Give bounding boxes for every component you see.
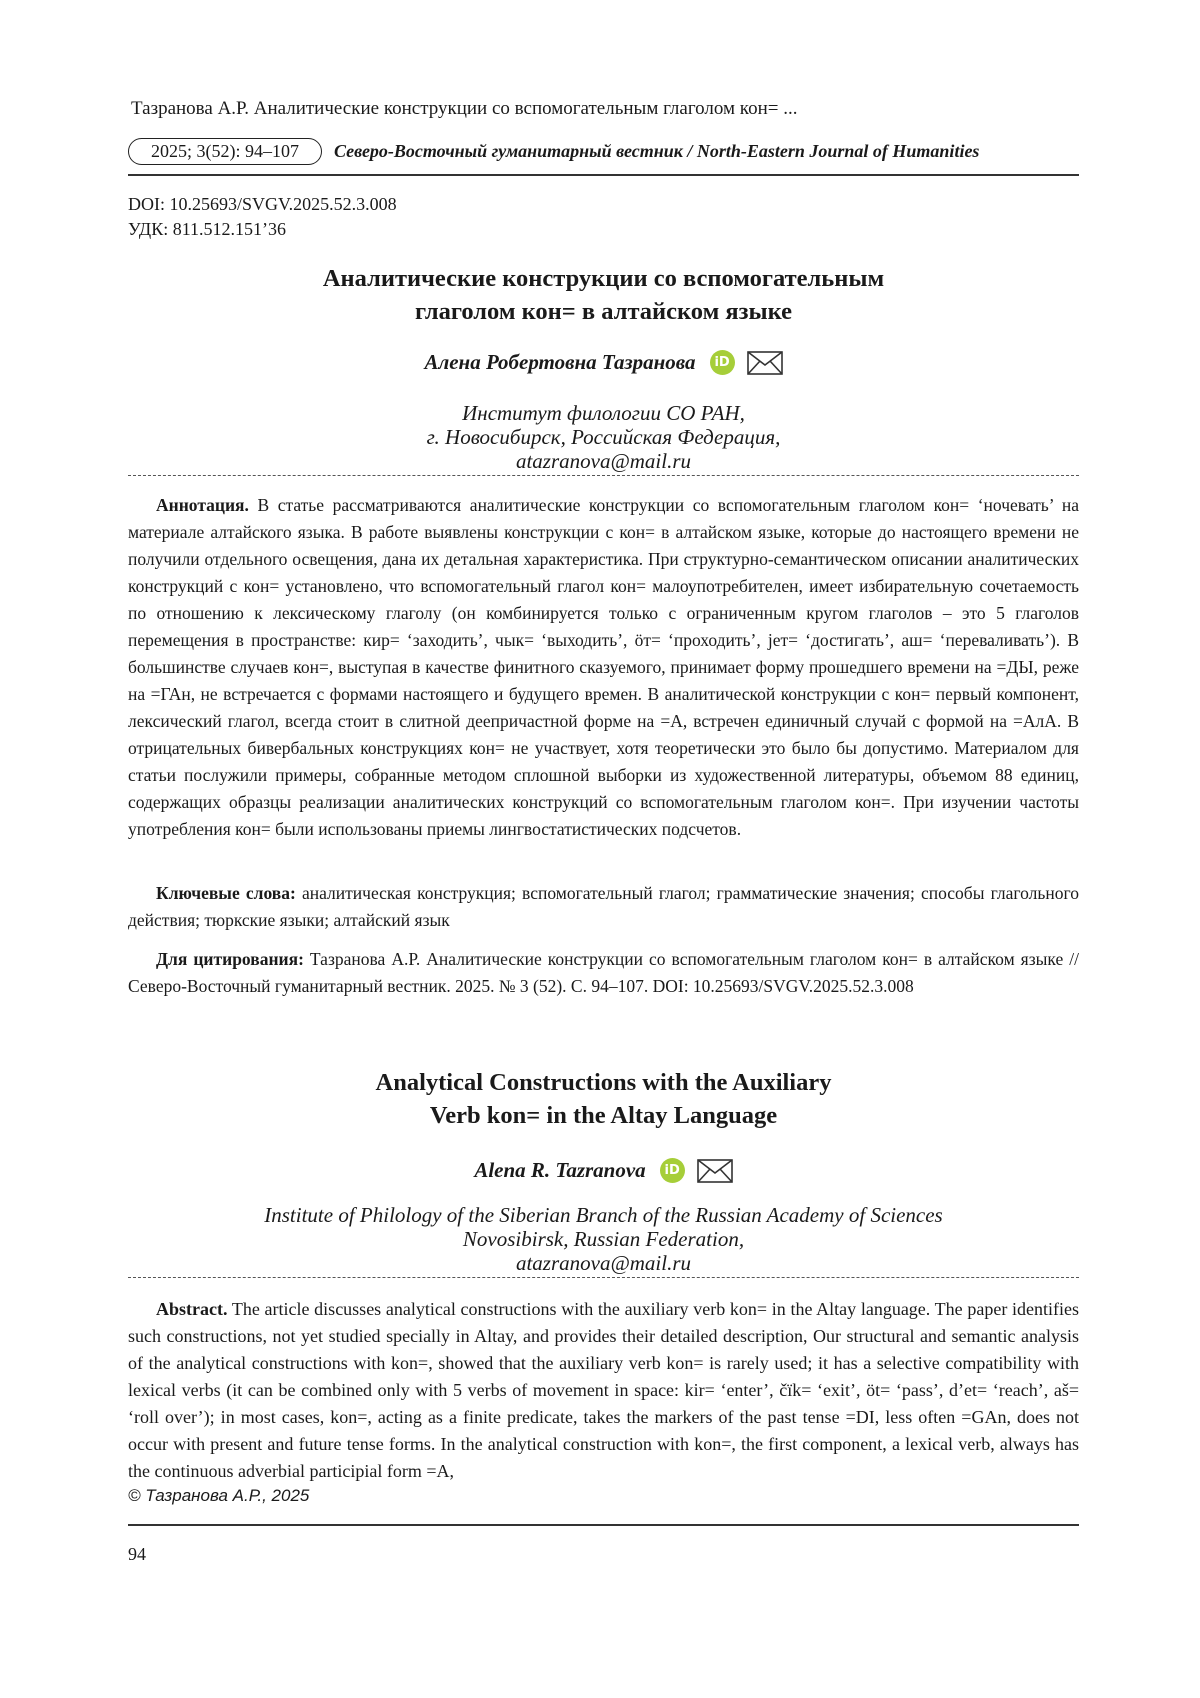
title-ru (128, 262, 1079, 328)
footer-rule (128, 1524, 1079, 1526)
email-en[interactable]: atazranova@mail.ru (515, 1251, 692, 1275)
doi-line[interactable]: DOI: 10.25693/SVGV.2025.52.3.008 (128, 194, 397, 214)
abstract-ru-label: Аннотация. (156, 495, 249, 515)
title-en-line1: Analytical Constructions with the Auxiliary (375, 1069, 832, 1096)
orcid-icon[interactable]: iD (710, 350, 735, 375)
abstract-ru-text: В статье рассматриваются аналитические конструкции со вспомогательным глаголом кон= ‘ночевать’ на материале алтайского языка. В работе выявлены конструкции с кон= в алтайском языке, которые до настоящего времени не получили отдельного освещения, дана их детальная характеристика. При структурно-семантическом описании аналитических конструкций с кон= установлено, что вспомогательный глагол кон= малоупотребителен, имеет избирательную сочетаемость по отношению к лексическому глаголу (он комбинируется только с ограниченным кругом глаголов – это 5 глаголов перемещения в пространстве: кир= ‘заходить’, чык= ‘выходить’, öт= ‘проходить’, jет= ‘достигать’, аш= ‘переваливать’). В большинстве случаев кон=, выступая в качестве финитного сказуемого, принимает форму прошедшего времени на =ДЫ, реже на =ГАн, не встречается с формами настоящего и будущего времен. В аналитической конструкции с кон= первый компонент, лексический глагол, всегда стоит в слитной деепричастной форме на =А, встречен единичный случай с формой на =АлА. В отрицательных бивербальных конструкциях кон= не участвует, хотя теоретически это было бы допустимо. Материалом для статьи послужили примеры, собранные методом сплошной выборки из художественной литературы, объемом 88 единиц, содержащих образцы реализации аналитических конструкций со вспомогательным глаголом кон=. При изучении частоты употребления кон= были использованы приемы лингвостатистических подсчетов. (128, 495, 1079, 839)
issue-badge: 2025; 3(52): 94–107 (128, 138, 322, 165)
author-ru-row (128, 350, 1079, 375)
udk-line: УДК: 811.512.151’36 (128, 219, 287, 239)
mail-icon[interactable] (747, 351, 783, 375)
author-en-row (128, 1158, 1079, 1183)
citation-ru-text: Тазранова А.Р. Аналитические конструкции со вспомогательным глаголом кон= в алтайском языке // Северо-Восточный гуманитарный вестник. 2025. № 3 (52). С. 94–107. DOI: 10.25693/SVGV.2025.52.3.008 (128, 949, 1079, 996)
title-ru-line1: Аналитические конструкции со вспомогательным (322, 265, 885, 292)
affiliation-ru-line2: г. Новосибирск, Российская Федерация, (426, 425, 781, 449)
affiliation-en (128, 1203, 1079, 1275)
citation-ru-label: Для цитирования: (156, 949, 304, 969)
running-title: Тазранова А.Р. Аналитические конструкции со вспомогательным глаголом кон= ... (131, 98, 798, 119)
abstract-en-text: The article discusses analytical constructions with the auxiliary verb kon= in the Altay language. The paper identifies such constructions, not yet studied specially in Altay, and provides their detailed description, Our structural and semantic analysis of the analytical constructions with kon=, showed that the auxiliary verb kon= is rarely used; it has a selective compatibility with lexical verbs (it can be combined only with 5 verbs of movement in space: kir= ‘enter’, čïk= ‘exit’, öt= ‘pass’, d’et= ‘reach’, aš= ‘roll over’); in most cases, kon=, acting as a finite predicate, takes the markers of the past tense =DI, less often =GAn, does not occur with present and future tense forms. In the analytical construction with kon=, the first component, a lexical verb, always has the continuous adverbial participial form =A, (128, 1299, 1079, 1481)
orcid-icon[interactable]: iD (660, 1158, 685, 1183)
abstract-en (128, 1296, 1079, 1485)
affiliation-en-line2: Novosibirsk, Russian Federation, (462, 1227, 745, 1251)
keywords-ru (128, 880, 1079, 934)
title-en (128, 1066, 1079, 1132)
dashed-divider-ru (128, 475, 1079, 476)
mail-icon[interactable] (697, 1159, 733, 1183)
article-meta (128, 192, 397, 242)
abstract-ru (128, 492, 1079, 843)
affiliation-en-line1: Institute of Philology of the Siberian Branch of the Russian Academy of Sciences (264, 1203, 943, 1227)
citation-ru (128, 946, 1079, 1000)
affiliation-ru (128, 401, 1079, 473)
header-rule (128, 174, 1079, 176)
author-name-ru: Алена Робертовна Тазранова (424, 350, 696, 374)
abstract-en-label: Abstract. (156, 1299, 228, 1319)
journal-name: Северо-Восточный гуманитарный вестник / North-Eastern Journal of Humanities (334, 140, 980, 161)
affiliation-ru-line1: Институт филологии СО РАН, (462, 401, 745, 425)
keywords-ru-label: Ключевые слова: (156, 883, 296, 903)
issue-row (128, 134, 1079, 168)
title-ru-line2: глаголом кон= в алтайском языке (414, 298, 793, 325)
author-name-en: Alena R. Tazranova (474, 1158, 646, 1182)
keywords-ru-text: аналитическая конструкция; вспомогательный глагол; грамматические значения; способы глагольного действия; тюркские языки; алтайский язык (128, 883, 1079, 930)
dashed-divider-en (128, 1277, 1079, 1278)
email-ru[interactable]: atazranova@mail.ru (515, 449, 692, 473)
page-number: 94 (128, 1544, 146, 1564)
title-en-line2: Verb kon= in the Altay Language (429, 1102, 778, 1129)
copyright-note: © Тазранова А.Р., 2025 (128, 1486, 310, 1505)
